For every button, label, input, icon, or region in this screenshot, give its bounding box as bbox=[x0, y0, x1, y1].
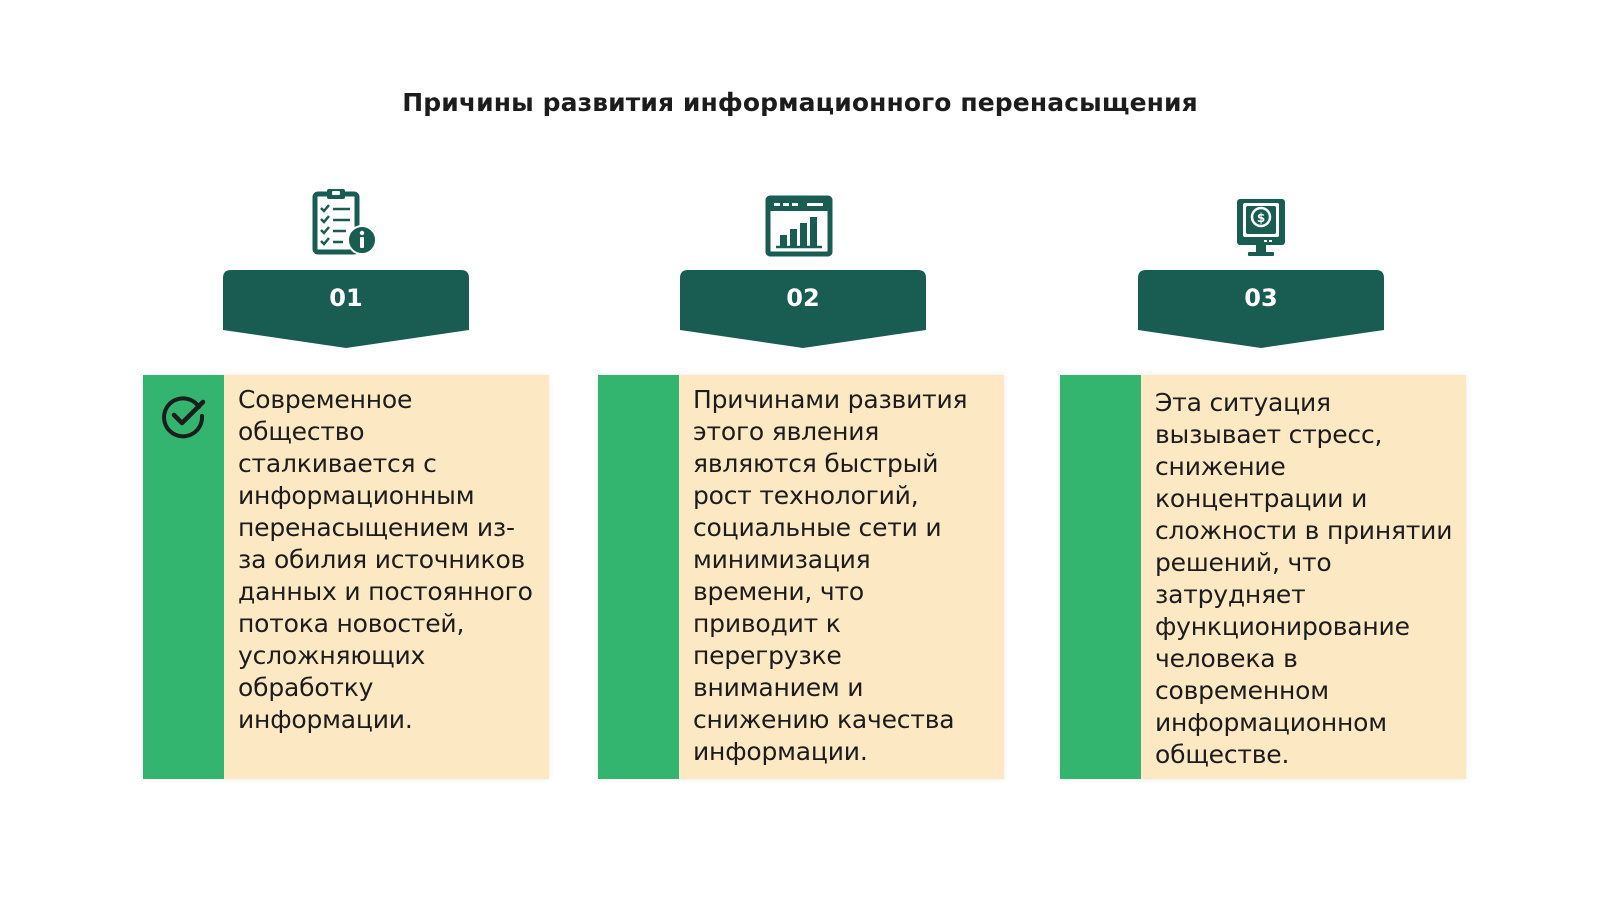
step-tab-2 bbox=[680, 270, 926, 348]
reason-card-2 bbox=[598, 375, 1004, 779]
card-body bbox=[679, 375, 1004, 779]
step-number: 01 bbox=[329, 284, 363, 312]
card-text: Современное общество сталкивается с информационным перенасыщением из-за обилия источников данных и постоянного потока новостей, усложняющих обработку информации. bbox=[238, 385, 533, 734]
reason-card-1 bbox=[143, 375, 549, 779]
card-accent-strip bbox=[143, 375, 224, 779]
page-title: Причины развития информационного перенасыщения bbox=[402, 88, 1198, 117]
step-number: 03 bbox=[1244, 284, 1278, 312]
check-circle-icon bbox=[161, 393, 207, 439]
card-text: Причинами развития этого явления являются быстрый рост технологий, социальные сети и минимизация времени, что приводит к перегрузке вниманием и снижению качества информации. bbox=[693, 385, 968, 766]
card-body bbox=[1141, 375, 1466, 779]
bar-chart-window-icon bbox=[765, 195, 833, 257]
card-text: Эта ситуация вызывает стресс, снижение концентрации и сложности в принятии решений, что затрудняет функционирование человека в современном информационном обществе. bbox=[1155, 388, 1453, 769]
step-number: 02 bbox=[786, 284, 820, 312]
step-tab-3 bbox=[1138, 270, 1384, 348]
card-accent-strip bbox=[598, 375, 679, 779]
step-tab-1 bbox=[223, 270, 469, 348]
reason-card-3 bbox=[1060, 375, 1466, 779]
clipboard-checklist-info-icon bbox=[310, 188, 380, 258]
card-body bbox=[224, 375, 549, 779]
card-accent-strip bbox=[1060, 375, 1141, 779]
svg-text:$: $ bbox=[1256, 211, 1266, 225]
monitor-dollar-icon bbox=[1234, 196, 1288, 258]
